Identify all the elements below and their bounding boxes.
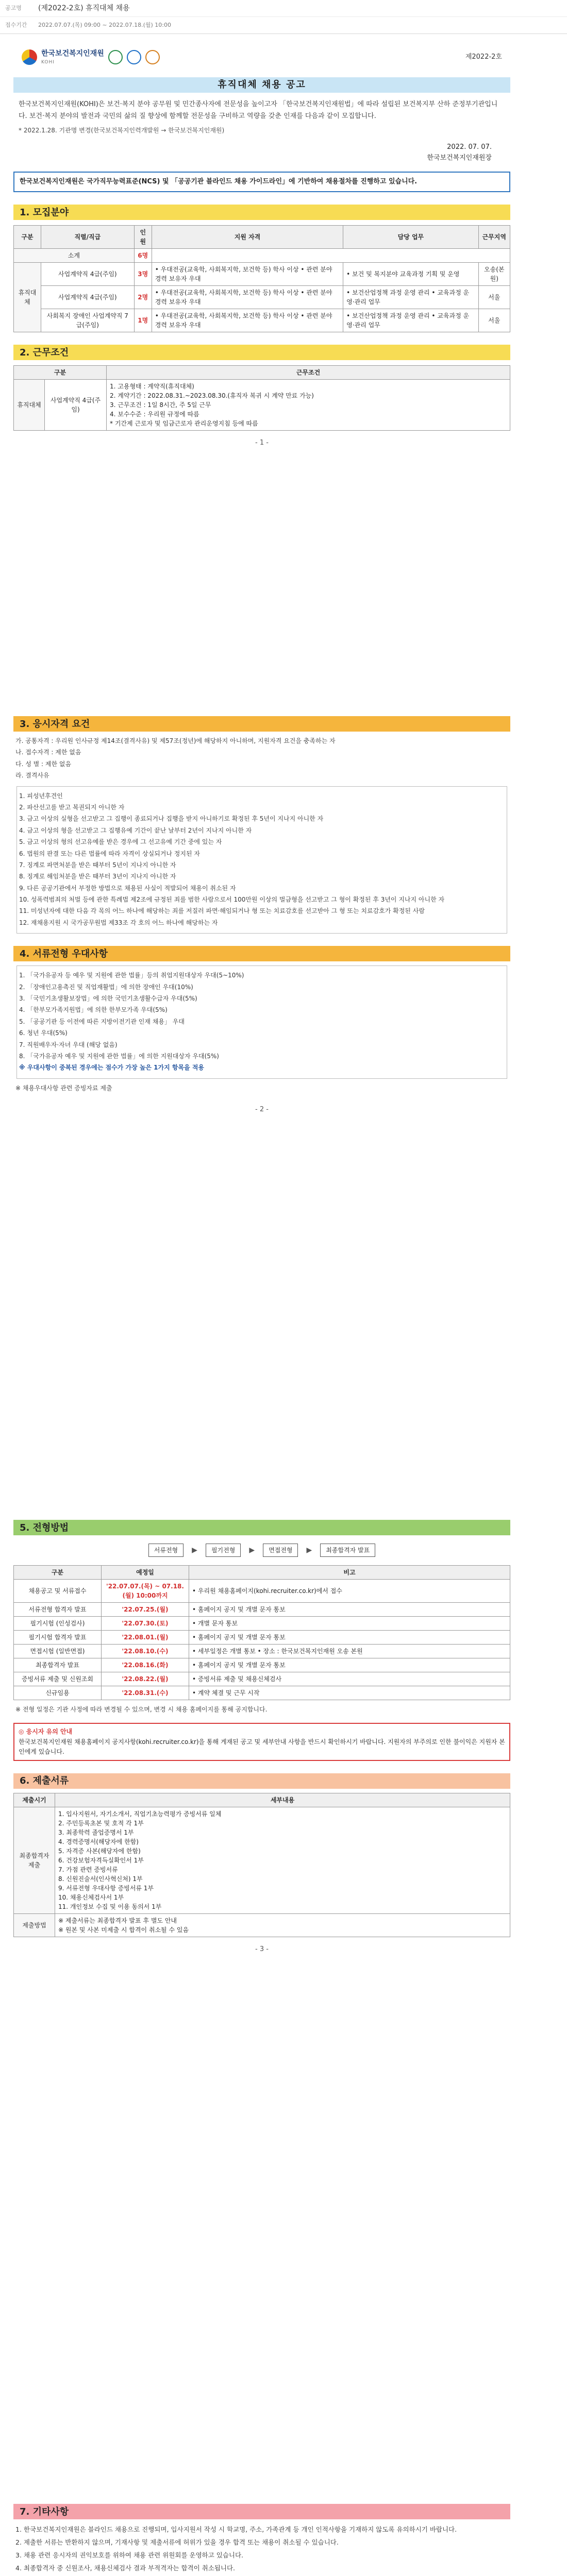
- arrow-right-icon: ▶: [306, 1546, 312, 1554]
- table-row: 서류전형 합격자 발표 '22.07.25.(월) • 홈페이지 공지 및 개별 문자 통보: [14, 1603, 510, 1617]
- doc-header: [13, 41, 510, 73]
- table-row: 신규임용 '22.08.31.(수) • 계약 체결 및 근무 시작: [14, 1686, 510, 1700]
- period-label: 접수기간: [5, 22, 27, 29]
- section-title: 4. 서류전형 우대사항: [13, 946, 510, 961]
- recruit-table: [13, 225, 510, 332]
- page-number: - 3 -: [255, 1945, 269, 1953]
- section-title: 7. 기타사항: [13, 2504, 510, 2519]
- table-row: 사업계약직 4급(주임) 2명 • 우대전공(교육학, 사회복지학, 보건학 등) 학사 이상 • 관련 분야 경력 보유자 우대 • 보건산업정책 과정 운영 관리 • 교육과정 운영·관리 업무 서울: [14, 286, 510, 309]
- flow-step: 면접전형: [263, 1544, 298, 1557]
- conditions-table: [13, 365, 510, 431]
- title-label: 공고명: [5, 4, 22, 11]
- arrow-right-icon: ▶: [192, 1546, 197, 1554]
- table-row: 최종합격자 제출 1. 입사지원서, 자기소개서, 직업기초능력평가 증빙서류 일체 2. 주민등록초본 및 호적 각 1부 3. 최종학력 졸업증명서 1부 4. 경력증명서(해당자에 한함) 5. 자격증 사본(해당자에 한함) 6. 건강보험자격득실확인서 1부 7. 가점 관련 증빙서류 8. 신원진술서(인사혁신처) 1부 9. 서류전형 우대사항 증빙서류 1부 10. 채용신체검사서 1부 11. 개인정보 수집 및 이용 동의서 1부: [14, 1807, 510, 1913]
- table-header: 근무지역: [478, 226, 510, 249]
- table-header: 세부내용: [55, 1793, 510, 1807]
- preference-footnote: ※ 채용우대사항 관련 증빙자료 제출: [15, 1084, 112, 1092]
- flow-step: 서류전형: [148, 1544, 184, 1557]
- table-row: 최종합격자 발표 '22.08.16.(화) • 홈페이지 공지 및 개별 문자 통보: [14, 1658, 510, 1672]
- table-row: 소계 6명: [14, 249, 510, 263]
- cert-badge-icon: [145, 50, 160, 64]
- schedule-footnote: ※ 전형 일정은 기관 사정에 따라 변경될 수 있으며, 변경 시 채용 홈페이지를 통해 공지합니다.: [15, 1706, 268, 1713]
- table-header: 지원 자격: [152, 226, 343, 249]
- table-header: 제출시기: [14, 1793, 55, 1807]
- org-logo: [22, 48, 160, 66]
- section-title: 2. 근무조건: [13, 345, 510, 360]
- table-header: 구분: [14, 366, 107, 380]
- period-value: 2022.07.07.(목) 09:00 ~ 2022.07.18.(월) 10:00: [38, 22, 171, 29]
- eligibility-list: 가. 공통자격 : 우리원 인사규정 제14조(결격사유) 및 제57조(정년)에 해당하지 아니하며, 지원자격 요건을 충족하는 자 나. 접수자격 : 제한 없음 다. 성 별 : 제한 없음 라. 결격사유: [15, 737, 336, 779]
- table-row: 필기시험 (인성검사) '22.07.30.(토) • 개별 문자 통보: [14, 1617, 510, 1631]
- section-title: 5. 전형방법: [13, 1520, 510, 1535]
- flow-step: 최종합격자 발표: [320, 1544, 375, 1557]
- schedule-table: [13, 1565, 510, 1700]
- arrow-right-icon: ▶: [249, 1546, 255, 1554]
- doc-number: 제2022-2호: [465, 53, 502, 61]
- table-row: 제출방법 ※ 제출서류는 최종합격자 발표 후 별도 안내 ※ 원본 및 사본 미제출 시 합격이 취소될 수 있음: [14, 1913, 510, 1937]
- page-number: - 1 -: [255, 439, 269, 447]
- cert-badge-icon: [108, 50, 123, 64]
- table-header: 인원: [134, 226, 152, 249]
- table-row: 필기시험 합격자 발표 '22.08.01.(월) • 홈페이지 공지 및 개별 문자 통보: [14, 1631, 510, 1645]
- page-3: [13, 1520, 510, 1961]
- table-header: 직렬/직급: [41, 226, 134, 249]
- cert-badge-icon: [127, 50, 141, 64]
- doc-date: 2022. 07. 07.: [447, 143, 492, 151]
- org-name: 한국보건복지인재원: [41, 49, 104, 58]
- documents-table: [13, 1793, 510, 1937]
- table-header: 비고: [189, 1566, 510, 1580]
- page-2: [13, 716, 510, 1122]
- section-title: 3. 응시자격 요건: [13, 716, 510, 732]
- table-row: 휴직대체 사업계약직 4급(주임) 3명 • 우대전공(교육학, 사회복지학, 보건학 등) 학사 이상 • 관련 분야 경력 보유자 우대 • 보건 및 복지분야 교육과정 기획 및 운영 오송(본원): [14, 263, 510, 286]
- intro-note: * 2022.1.28. 기관명 변경(한국보건복지인력개발원 → 한국보건복지인재원): [19, 126, 225, 134]
- table-header: 예정일: [102, 1566, 189, 1580]
- doc-title: 휴직대체 채용 공고: [13, 77, 510, 93]
- table-row: 면접시험 (일반면접) '22.08.10.(수) • 세부일정은 개별 통보 • 장소 : 한국보건복지인재원 오송 본원: [14, 1645, 510, 1658]
- applicant-notice: ◎ 응시자 유의 안내 한국보건복지인재원 채용홈페이지 공지사항(kohi.recruiter.co.kr)을 통해 게재된 공고 및 세부안내 사항을 반드시 확인하시기 바랍니다. 지원자의 부주의로 인한 불이익은 지원자 본인에게 있습니다.: [13, 1723, 510, 1761]
- blind-hiring-notice: 한국보건복지인재원은 국가직무능력표준(NCS) 및 「공공기관 블라인드 채용 가이드라인」에 기반하여 채용절차를 진행하고 있습니다.: [13, 172, 510, 193]
- doc-signature: 한국보건복지인재원장: [427, 154, 492, 162]
- disqualification-list: 1. 피성년후견인 2. 파산선고를 받고 복권되지 아니한 자 3. 금고 이상의 실형을 선고받고 그 집행이 종료되거나 집행을 받지 아니하기로 확정된 후 5년이 지나지 아니한 자 4. 금고 이상의 형을 선고받고 그 집행유예 기간이 끝난 날부터 2년이 지나지 아니한 자 5. 금고 이상의 형의 선고유예를 받은 경우에 그 선고유예 기간 중에 있는 자 6. 법원의 판결 또는 다른 법률에 따라 자격이 상실되거나 정지된 자 7. 징계로 파면처분을 받은 때부터 5년이 지나지 아니한 자 8. 징계로 해임처분을 받은 때부터 3년이 지나지 아니한 자 9. 다른 공공기관에서 부정한 방법으로 채용된 사실이 적발되어 채용이 취소된 자 10. 성폭력범죄의 처벌 등에 관한 특례법 제2조에 규정된 죄를 범한 사람으로서 100만원 이상의 벌금형을 선고받고 그 형이 확정된 후 3년이 지나지 아니한 자 11. 미성년자에 대한 다음 각 목의 어느 하나에 해당하는 죄를 저질러 파면·해임되거나 형 또는 치료감호를 선고받아 그 형 또는 치료감호가 확정된 사람 12. 재채용지원 시 국가공무원법 제33조 각 호의 어느 하나에 해당하는 자: [16, 786, 507, 934]
- table-row: 휴직대체 사업계약직 4급(주임) 1. 고용형태 : 계약직(휴직대체) 2. 계약기간 : 2022.08.31.~2023.08.30.(휴직자 복귀 시 계약 만료 가능) 3. 근무조건 : 1일 8시간, 주 5일 근무 4. 보수수준 : 우리원 규정에 따름 * 기간제 근로자 및 임금근로자 관리운영지침 등에 따름: [14, 380, 510, 431]
- flow-step: 필기전형: [206, 1544, 241, 1557]
- notice-title: (제2022-2호) 휴직대체 채용: [38, 4, 130, 12]
- preference-list: 1. 「국가유공자 등 예우 및 지원에 관한 법률」등의 취업지원대상자 우대(5~10%) 2. 「장애인고용촉진 및 직업재활법」에 의한 장애인 우대(10%) 3. 「국민기초생활보장법」에 의한 국민기초생활수급자 우대(5%) 4. 「한부모가족지원법」에 의한 한부모가족 우대(5%) 5. 「공공기관 등 이전에 따른 지방이전기관 인재 채용」 우대 6. 청년 우대(5%) 7. 직원배우자·자녀 우대 (해당 없음) 8. 「국가유공자 예우 및 지원에 관한 법률」에 의한 지원대상자 우대(5%) ※ 우대사항이 중복된 경우에는 점수가 가장 높은 1가지 항목을 적용: [16, 965, 507, 1079]
- page-1: [13, 41, 510, 455]
- notice-header: [0, 0, 567, 34]
- page-number: - 2 -: [255, 1106, 269, 1114]
- process-flow: [13, 1535, 510, 1565]
- table-row: 사회복지 장애인 사업계약직 7급(주임) 1명 • 우대전공(교육학, 사회복지학, 보건학 등) 학사 이상 • 관련 분야 경력 보유자 우대 • 보건산업정책 과정 운영 관리 • 교육과정 운영·관리 업무 서울: [14, 309, 510, 332]
- section-title: 1. 모집분야: [13, 205, 510, 220]
- table-row: 채용공고 및 서류접수 '22.07.07.(목) ~ 07.18.(월) 10:00까지 • 우리원 채용홈페이지(kohi.recruiter.co.kr)에서 접수: [14, 1580, 510, 1603]
- page-4: [13, 2504, 510, 2576]
- table-header: 구분: [14, 226, 41, 249]
- org-name-en: KOHI: [41, 59, 55, 65]
- logo-mark-icon: [22, 49, 37, 65]
- section-title: 6. 제출서류: [13, 1773, 510, 1789]
- table-row: 증빙서류 제출 및 신원조회 '22.08.22.(월) • 증빙서류 제출 및 채용신체검사: [14, 1672, 510, 1686]
- table-header: 담당 업무: [343, 226, 478, 249]
- table-header: 구분: [14, 1566, 102, 1580]
- intro-paragraph: 한국보건복지인재원(KOHI)은 보건·복지 분야 공무원 및 민간종사자에 전문성을 높이고자 「한국보건복지인재원법」에 따라 설립된 보건복지부 산하 준정부기관입니다. 보건·복지 분야의 발전과 국민의 삶의 질 향상에 함께할 전문성을 구비하고 역량을 갖춘 인재를 다음과 같이 모집합니다.: [19, 100, 498, 120]
- table-header: 근무조건: [107, 366, 510, 380]
- misc-list: 1. 한국보건복지인재원은 블라인드 채용으로 진행되며, 입사지원서 작성 시 학교명, 주소, 가족관계 등 개인 인적사항을 기재하지 않도록 유의하시기 바랍니다. 2. 제출한 서류는 반환하지 않으며, 기재사항 및 제출서류에 허위가 있을 경우 합격 또는 채용이 취소될 수 있습니다. 3. 채용 관련 응시자의 권익보호를 위하여 채용 관련 위원회를 운영하고 있습니다. 4. 최종합격자 중 신원조사, 채용신체검사 결과 부적격자는 합격이 취소됩니다.: [15, 2526, 457, 2572]
